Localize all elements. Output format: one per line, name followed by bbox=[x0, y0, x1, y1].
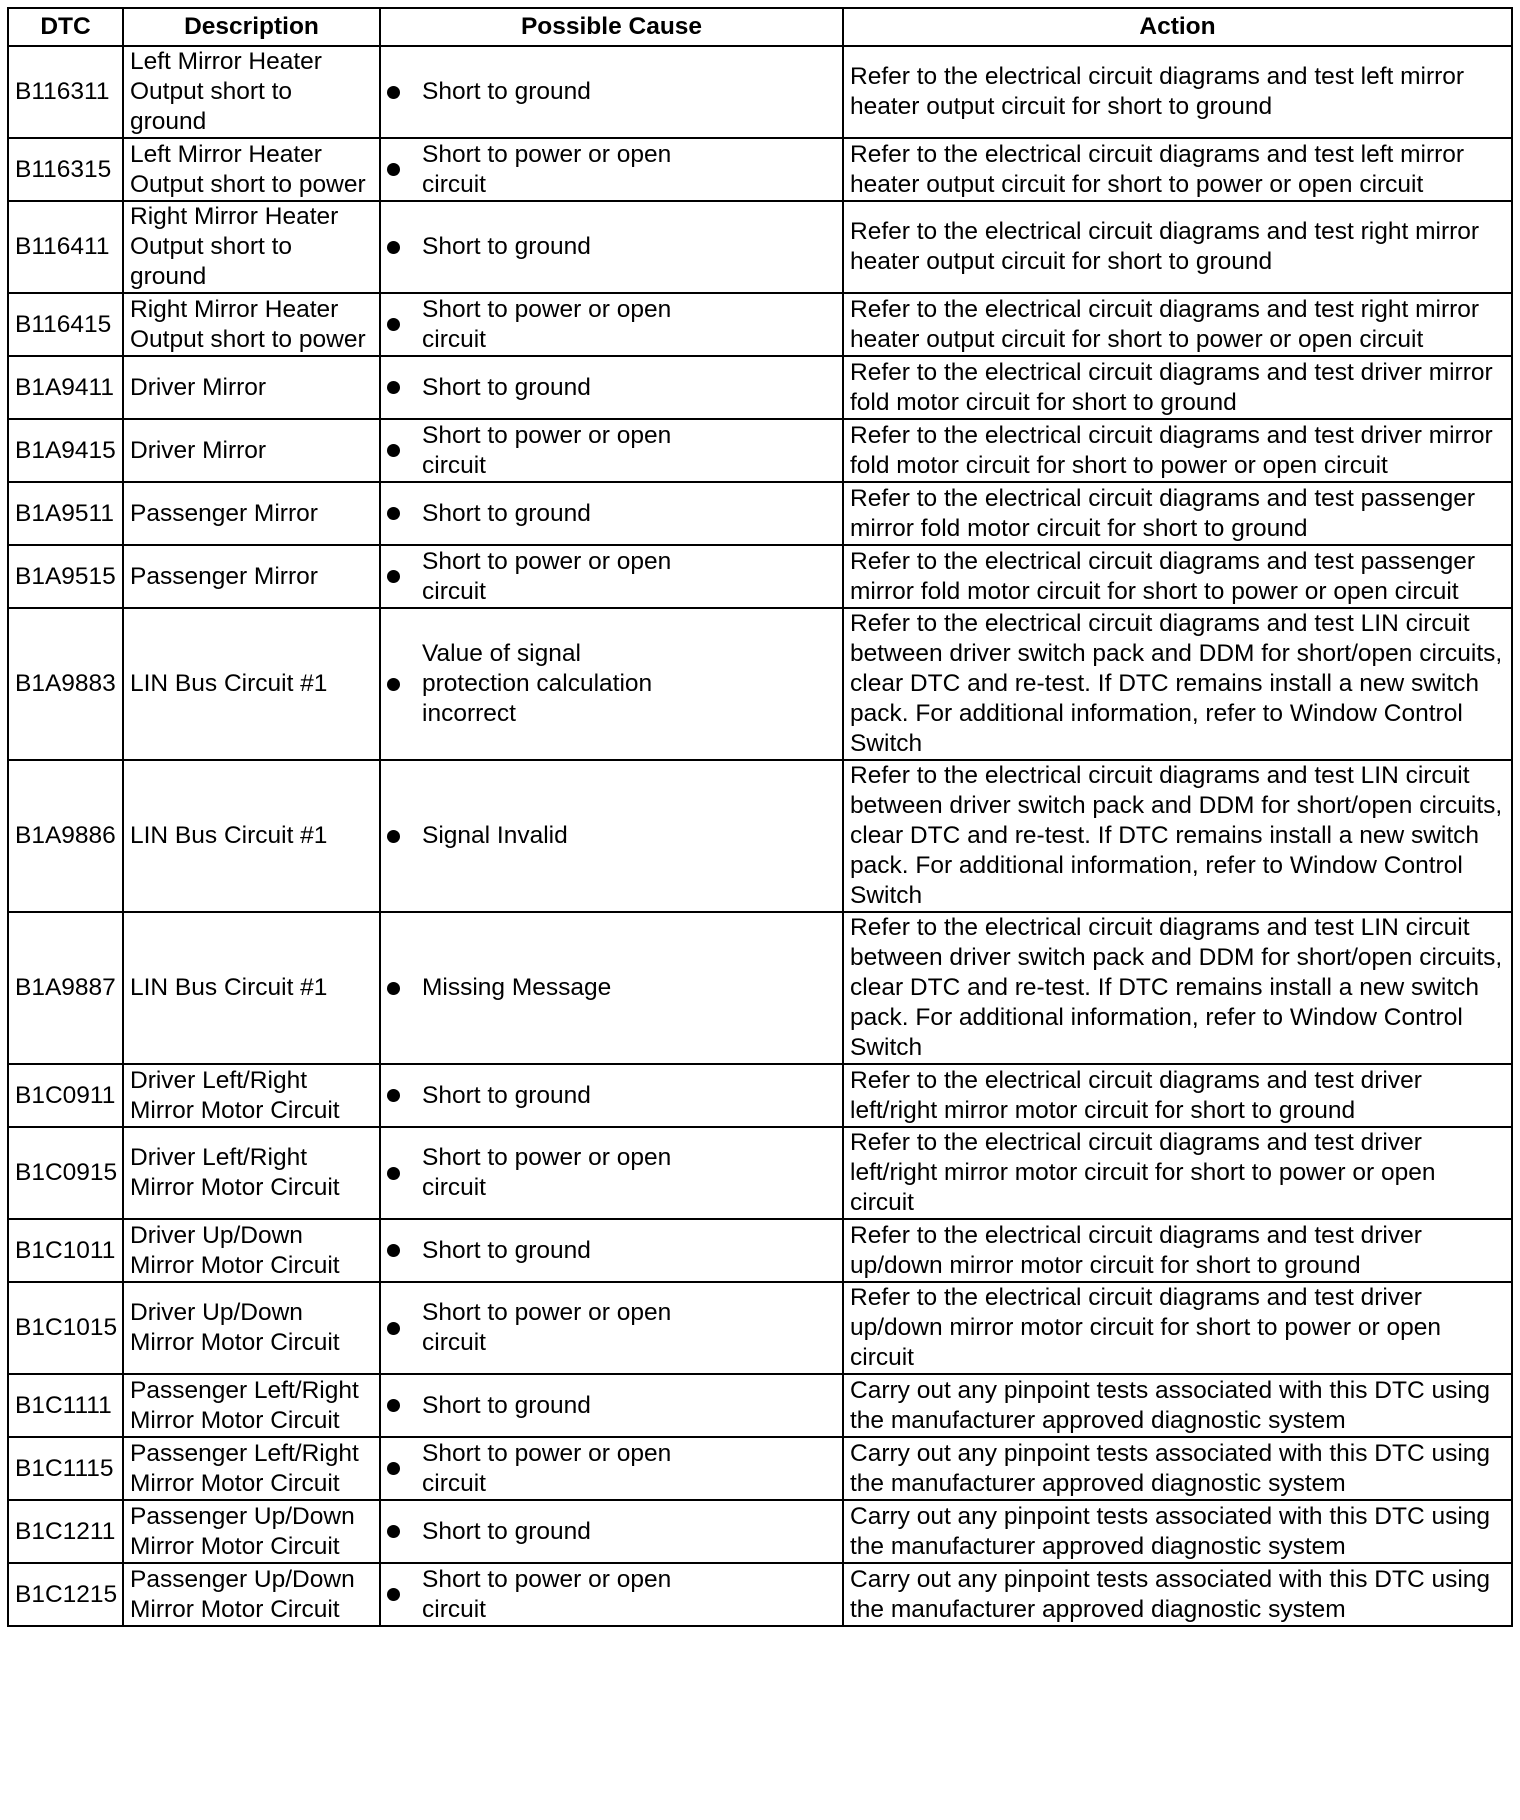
description-text: Driver Up/Down Mirror Motor Circuit bbox=[130, 1299, 340, 1356]
table-row bbox=[8, 1127, 1512, 1219]
cause-text: Short to power or open circuit bbox=[422, 1439, 672, 1497]
dtc-table bbox=[7, 7, 1513, 1627]
dtc-code: B1C0911 bbox=[15, 1081, 116, 1109]
description-text: Left Mirror Heater Output short to ground bbox=[130, 48, 322, 135]
description-cell bbox=[123, 545, 380, 608]
cause-text: Short to power or open circuit bbox=[422, 295, 672, 353]
bullet-icon bbox=[387, 1462, 400, 1475]
action-text: Carry out any pinpoint tests associated with this DTC using the manufacturer approved diagnostic system bbox=[850, 1565, 1491, 1623]
cause-text: Short to ground bbox=[422, 373, 591, 401]
table-row bbox=[8, 419, 1512, 482]
dtc-code: B1A9886 bbox=[15, 822, 116, 849]
cause-list-item bbox=[387, 232, 836, 262]
action-text: Refer to the electrical circuit diagrams and test driver left/right mirror motor circuit for short to ground bbox=[850, 1066, 1422, 1124]
action-cell bbox=[843, 1437, 1512, 1500]
action-text: Carry out any pinpoint tests associated with this DTC using the manufacturer approved diagnostic system bbox=[850, 1502, 1491, 1560]
table-row bbox=[8, 482, 1512, 545]
action-text: Refer to the electrical circuit diagrams and test right mirror heater output circuit for short to ground bbox=[850, 218, 1480, 275]
description-cell bbox=[123, 1437, 380, 1500]
dtc-code-cell bbox=[8, 912, 123, 1064]
bullet-icon bbox=[387, 381, 400, 394]
table-row bbox=[8, 545, 1512, 608]
possible-cause-cell bbox=[380, 1563, 843, 1626]
cause-text: Short to ground bbox=[422, 78, 591, 105]
dtc-code: B1C1115 bbox=[15, 1454, 114, 1482]
action-cell bbox=[843, 1064, 1512, 1127]
cause-list-item bbox=[387, 77, 836, 107]
bullet-icon bbox=[387, 982, 400, 995]
action-cell bbox=[843, 1500, 1512, 1563]
description-text: Passenger Left/Right Mirror Motor Circuit bbox=[130, 1439, 359, 1497]
description-cell bbox=[123, 912, 380, 1064]
action-cell bbox=[843, 1219, 1512, 1282]
cause-text: Short to power or open circuit bbox=[422, 140, 672, 198]
cause-list-item bbox=[387, 373, 836, 403]
action-cell bbox=[843, 1563, 1512, 1626]
action-cell bbox=[843, 545, 1512, 608]
possible-cause-cell bbox=[380, 482, 843, 545]
action-text: Refer to the electrical circuit diagrams and test right mirror heater output circuit for short to power or open circuit bbox=[850, 295, 1480, 353]
description-text: Passenger Mirror bbox=[130, 562, 318, 590]
action-cell bbox=[843, 201, 1512, 293]
table-row bbox=[8, 760, 1512, 912]
description-cell bbox=[123, 1219, 380, 1282]
action-cell bbox=[843, 608, 1512, 760]
header-description: Description bbox=[123, 8, 380, 46]
description-cell bbox=[123, 419, 380, 482]
table-row bbox=[8, 1064, 1512, 1127]
dtc-code-cell bbox=[8, 138, 123, 201]
action-cell bbox=[843, 293, 1512, 356]
cause-text: Short to power or open circuit bbox=[422, 547, 672, 605]
description-text: Driver Mirror bbox=[130, 436, 267, 464]
description-cell bbox=[123, 1500, 380, 1563]
dtc-code-cell bbox=[8, 356, 123, 419]
table-row bbox=[8, 1563, 1512, 1626]
dtc-code-cell bbox=[8, 201, 123, 293]
table-row bbox=[8, 293, 1512, 356]
dtc-code: B1A9883 bbox=[15, 670, 116, 697]
header-dtc: DTC bbox=[8, 8, 123, 46]
cause-list-item bbox=[387, 639, 836, 729]
cause-list-item bbox=[387, 1517, 836, 1547]
possible-cause-cell bbox=[380, 760, 843, 912]
action-cell bbox=[843, 482, 1512, 545]
description-cell bbox=[123, 1064, 380, 1127]
possible-cause-cell bbox=[380, 545, 843, 608]
cause-list-item bbox=[387, 1236, 836, 1266]
description-cell bbox=[123, 1127, 380, 1219]
dtc-code-cell bbox=[8, 419, 123, 482]
cause-list-item bbox=[387, 1143, 836, 1203]
action-text: Carry out any pinpoint tests associated with this DTC using the manufacturer approved diagnostic system bbox=[850, 1439, 1491, 1497]
table-row bbox=[8, 912, 1512, 1064]
dtc-code-cell bbox=[8, 545, 123, 608]
action-cell bbox=[843, 1282, 1512, 1374]
bullet-icon bbox=[387, 1244, 400, 1257]
cause-text: Short to power or open circuit bbox=[422, 1565, 672, 1623]
table-row bbox=[8, 608, 1512, 760]
cause-list-item bbox=[387, 1439, 836, 1499]
table-row bbox=[8, 1374, 1512, 1437]
action-cell bbox=[843, 912, 1512, 1064]
dtc-code: B116311 bbox=[15, 78, 110, 105]
possible-cause-cell bbox=[380, 1437, 843, 1500]
bullet-icon bbox=[387, 1588, 400, 1601]
bullet-icon bbox=[387, 241, 400, 254]
action-text: Refer to the electrical circuit diagrams and test passenger mirror fold motor circuit for short to ground bbox=[850, 484, 1476, 542]
cause-list-item bbox=[387, 295, 836, 355]
description-text: Passenger Up/Down Mirror Motor Circuit bbox=[130, 1502, 355, 1560]
description-text: Passenger Mirror bbox=[130, 499, 318, 527]
description-text: Driver Left/Right Mirror Motor Circuit bbox=[130, 1066, 340, 1124]
description-text: Driver Left/Right Mirror Motor Circuit bbox=[130, 1144, 340, 1201]
action-text: Refer to the electrical circuit diagrams and test LIN circuit between driver switch pack and DDM for short/open circuits, clear DTC and re-test. If DTC remains install a new switch pack. For additional information, refer to Window Control Switch bbox=[850, 762, 1503, 909]
possible-cause-cell bbox=[380, 608, 843, 760]
table-header-row bbox=[8, 8, 1512, 46]
description-cell bbox=[123, 608, 380, 760]
possible-cause-cell bbox=[380, 356, 843, 419]
description-text: Driver Mirror bbox=[130, 373, 267, 401]
cause-text: Short to ground bbox=[422, 1236, 591, 1264]
description-text: Right Mirror Heater Output short to ground bbox=[130, 203, 339, 290]
dtc-code: B1C1015 bbox=[15, 1314, 118, 1341]
dtc-code: B1A9887 bbox=[15, 974, 116, 1001]
action-text: Refer to the electrical circuit diagrams and test driver up/down mirror motor circuit for short to power or open circuit bbox=[850, 1284, 1441, 1371]
action-text: Refer to the electrical circuit diagrams and test driver mirror fold motor circuit for short to ground bbox=[850, 358, 1493, 416]
possible-cause-cell bbox=[380, 1374, 843, 1437]
dtc-code-cell bbox=[8, 1500, 123, 1563]
bullet-icon bbox=[387, 86, 400, 99]
description-text: Right Mirror Heater Output short to power bbox=[130, 295, 366, 353]
cause-text: Short to ground bbox=[422, 1391, 591, 1419]
dtc-code-cell bbox=[8, 1563, 123, 1626]
table-row bbox=[8, 1437, 1512, 1500]
action-cell bbox=[843, 138, 1512, 201]
cause-list-item bbox=[387, 1081, 836, 1111]
description-cell bbox=[123, 356, 380, 419]
possible-cause-cell bbox=[380, 1282, 843, 1374]
possible-cause-cell bbox=[380, 201, 843, 293]
cause-list-item bbox=[387, 1391, 836, 1421]
description-text: Passenger Up/Down Mirror Motor Circuit bbox=[130, 1565, 355, 1623]
dtc-code-cell bbox=[8, 760, 123, 912]
cause-list-item bbox=[387, 1298, 836, 1358]
cause-list-item bbox=[387, 547, 836, 607]
possible-cause-cell bbox=[380, 1500, 843, 1563]
dtc-code: B1A9411 bbox=[15, 373, 114, 401]
action-text: Carry out any pinpoint tests associated with this DTC using the manufacturer approved diagnostic system bbox=[850, 1376, 1491, 1434]
bullet-icon bbox=[387, 1322, 400, 1335]
description-text: LIN Bus Circuit #1 bbox=[130, 974, 328, 1001]
action-cell bbox=[843, 1127, 1512, 1219]
description-cell bbox=[123, 760, 380, 912]
table-row bbox=[8, 356, 1512, 419]
possible-cause-cell bbox=[380, 419, 843, 482]
cause-text: Signal Invalid bbox=[422, 822, 568, 849]
dtc-code-cell bbox=[8, 1374, 123, 1437]
possible-cause-cell bbox=[380, 912, 843, 1064]
description-cell bbox=[123, 293, 380, 356]
cause-list-item bbox=[387, 821, 836, 851]
dtc-code: B1C1215 bbox=[15, 1580, 118, 1608]
cause-text: Short to power or open circuit bbox=[422, 421, 672, 479]
table-row bbox=[8, 138, 1512, 201]
bullet-icon bbox=[387, 830, 400, 843]
bullet-icon bbox=[387, 1399, 400, 1412]
possible-cause-cell bbox=[380, 1127, 843, 1219]
description-text: LIN Bus Circuit #1 bbox=[130, 822, 328, 849]
cause-text: Missing Message bbox=[422, 974, 612, 1001]
description-cell bbox=[123, 201, 380, 293]
cause-list-item bbox=[387, 973, 836, 1003]
dtc-code: B116411 bbox=[15, 233, 110, 260]
dtc-code: B1A9515 bbox=[15, 562, 116, 590]
dtc-table-page bbox=[7, 7, 1511, 1627]
description-text: Driver Up/Down Mirror Motor Circuit bbox=[130, 1221, 340, 1279]
action-text: Refer to the electrical circuit diagrams and test left mirror heater output circuit for short to ground bbox=[850, 63, 1465, 120]
bullet-icon bbox=[387, 1525, 400, 1538]
bullet-icon bbox=[387, 318, 400, 331]
cause-list-item bbox=[387, 1565, 836, 1625]
action-text: Refer to the electrical circuit diagrams and test driver mirror fold motor circuit for short to power or open circuit bbox=[850, 421, 1493, 479]
dtc-code-cell bbox=[8, 46, 123, 138]
table-row bbox=[8, 46, 1512, 138]
bullet-icon bbox=[387, 507, 400, 520]
cause-list-item bbox=[387, 499, 836, 529]
cause-list-item bbox=[387, 140, 836, 200]
bullet-icon bbox=[387, 570, 400, 583]
description-cell bbox=[123, 46, 380, 138]
cause-text: Short to ground bbox=[422, 499, 591, 527]
cause-list-item bbox=[387, 421, 836, 481]
dtc-code: B1C1111 bbox=[15, 1391, 112, 1419]
action-text: Refer to the electrical circuit diagrams and test LIN circuit between driver switch pack and DDM for short/open circuits, clear DTC and re-test. If DTC remains install a new switch pack. For additional information, refer to Window Control Switch bbox=[850, 914, 1503, 1061]
table-row bbox=[8, 201, 1512, 293]
action-text: Refer to the electrical circuit diagrams and test driver up/down mirror motor circuit for short to ground bbox=[850, 1221, 1422, 1279]
dtc-code-cell bbox=[8, 482, 123, 545]
possible-cause-cell bbox=[380, 1064, 843, 1127]
dtc-code-cell bbox=[8, 1282, 123, 1374]
cause-text: Short to power or open circuit bbox=[422, 1299, 672, 1356]
action-text: Refer to the electrical circuit diagrams and test LIN circuit between driver switch pack and DDM for short/open circuits, clear DTC and re-test. If DTC remains install a new switch pack. For additional information, refer to Window Control Switch bbox=[850, 610, 1503, 757]
description-cell bbox=[123, 1282, 380, 1374]
table-row bbox=[8, 1282, 1512, 1374]
action-cell bbox=[843, 760, 1512, 912]
description-cell bbox=[123, 138, 380, 201]
dtc-code-cell bbox=[8, 1127, 123, 1219]
dtc-code: B1A9415 bbox=[15, 436, 116, 464]
header-possible-cause: Possible Cause bbox=[380, 8, 843, 46]
action-cell bbox=[843, 356, 1512, 419]
description-cell bbox=[123, 1563, 380, 1626]
cause-text: Short to ground bbox=[422, 1517, 591, 1545]
dtc-code: B1C0915 bbox=[15, 1159, 118, 1186]
dtc-code: B1A9511 bbox=[15, 499, 114, 527]
cause-text: Short to ground bbox=[422, 233, 591, 260]
possible-cause-cell bbox=[380, 293, 843, 356]
action-text: Refer to the electrical circuit diagrams and test passenger mirror fold motor circuit for short to power or open circuit bbox=[850, 547, 1476, 605]
description-text: LIN Bus Circuit #1 bbox=[130, 670, 328, 697]
action-cell bbox=[843, 46, 1512, 138]
action-text: Refer to the electrical circuit diagrams and test left mirror heater output circuit for short to power or open circuit bbox=[850, 140, 1465, 198]
possible-cause-cell bbox=[380, 46, 843, 138]
dtc-code: B1C1011 bbox=[15, 1236, 116, 1264]
dtc-code-cell bbox=[8, 1064, 123, 1127]
action-text: Refer to the electrical circuit diagrams and test driver left/right mirror motor circuit for short to power or open circuit bbox=[850, 1129, 1436, 1216]
cause-text: Short to ground bbox=[422, 1081, 591, 1109]
dtc-code: B116415 bbox=[15, 310, 112, 338]
possible-cause-cell bbox=[380, 138, 843, 201]
action-cell bbox=[843, 419, 1512, 482]
dtc-code-cell bbox=[8, 1437, 123, 1500]
header-action: Action bbox=[843, 8, 1512, 46]
bullet-icon bbox=[387, 1167, 400, 1180]
possible-cause-cell bbox=[380, 1219, 843, 1282]
table-row bbox=[8, 1219, 1512, 1282]
dtc-code-cell bbox=[8, 608, 123, 760]
description-cell bbox=[123, 1374, 380, 1437]
cause-text: Short to power or open circuit bbox=[422, 1144, 672, 1201]
description-cell bbox=[123, 482, 380, 545]
bullet-icon bbox=[387, 163, 400, 176]
dtc-code: B116315 bbox=[15, 155, 112, 183]
cause-text: Value of signal protection calculation incorrect bbox=[422, 640, 653, 727]
action-cell bbox=[843, 1374, 1512, 1437]
bullet-icon bbox=[387, 444, 400, 457]
dtc-code-cell bbox=[8, 1219, 123, 1282]
description-text: Left Mirror Heater Output short to power bbox=[130, 140, 366, 198]
bullet-icon bbox=[387, 1089, 400, 1102]
dtc-code-cell bbox=[8, 293, 123, 356]
table-row bbox=[8, 1500, 1512, 1563]
bullet-icon bbox=[387, 678, 400, 691]
description-text: Passenger Left/Right Mirror Motor Circuit bbox=[130, 1376, 359, 1434]
dtc-code: B1C1211 bbox=[15, 1517, 116, 1545]
